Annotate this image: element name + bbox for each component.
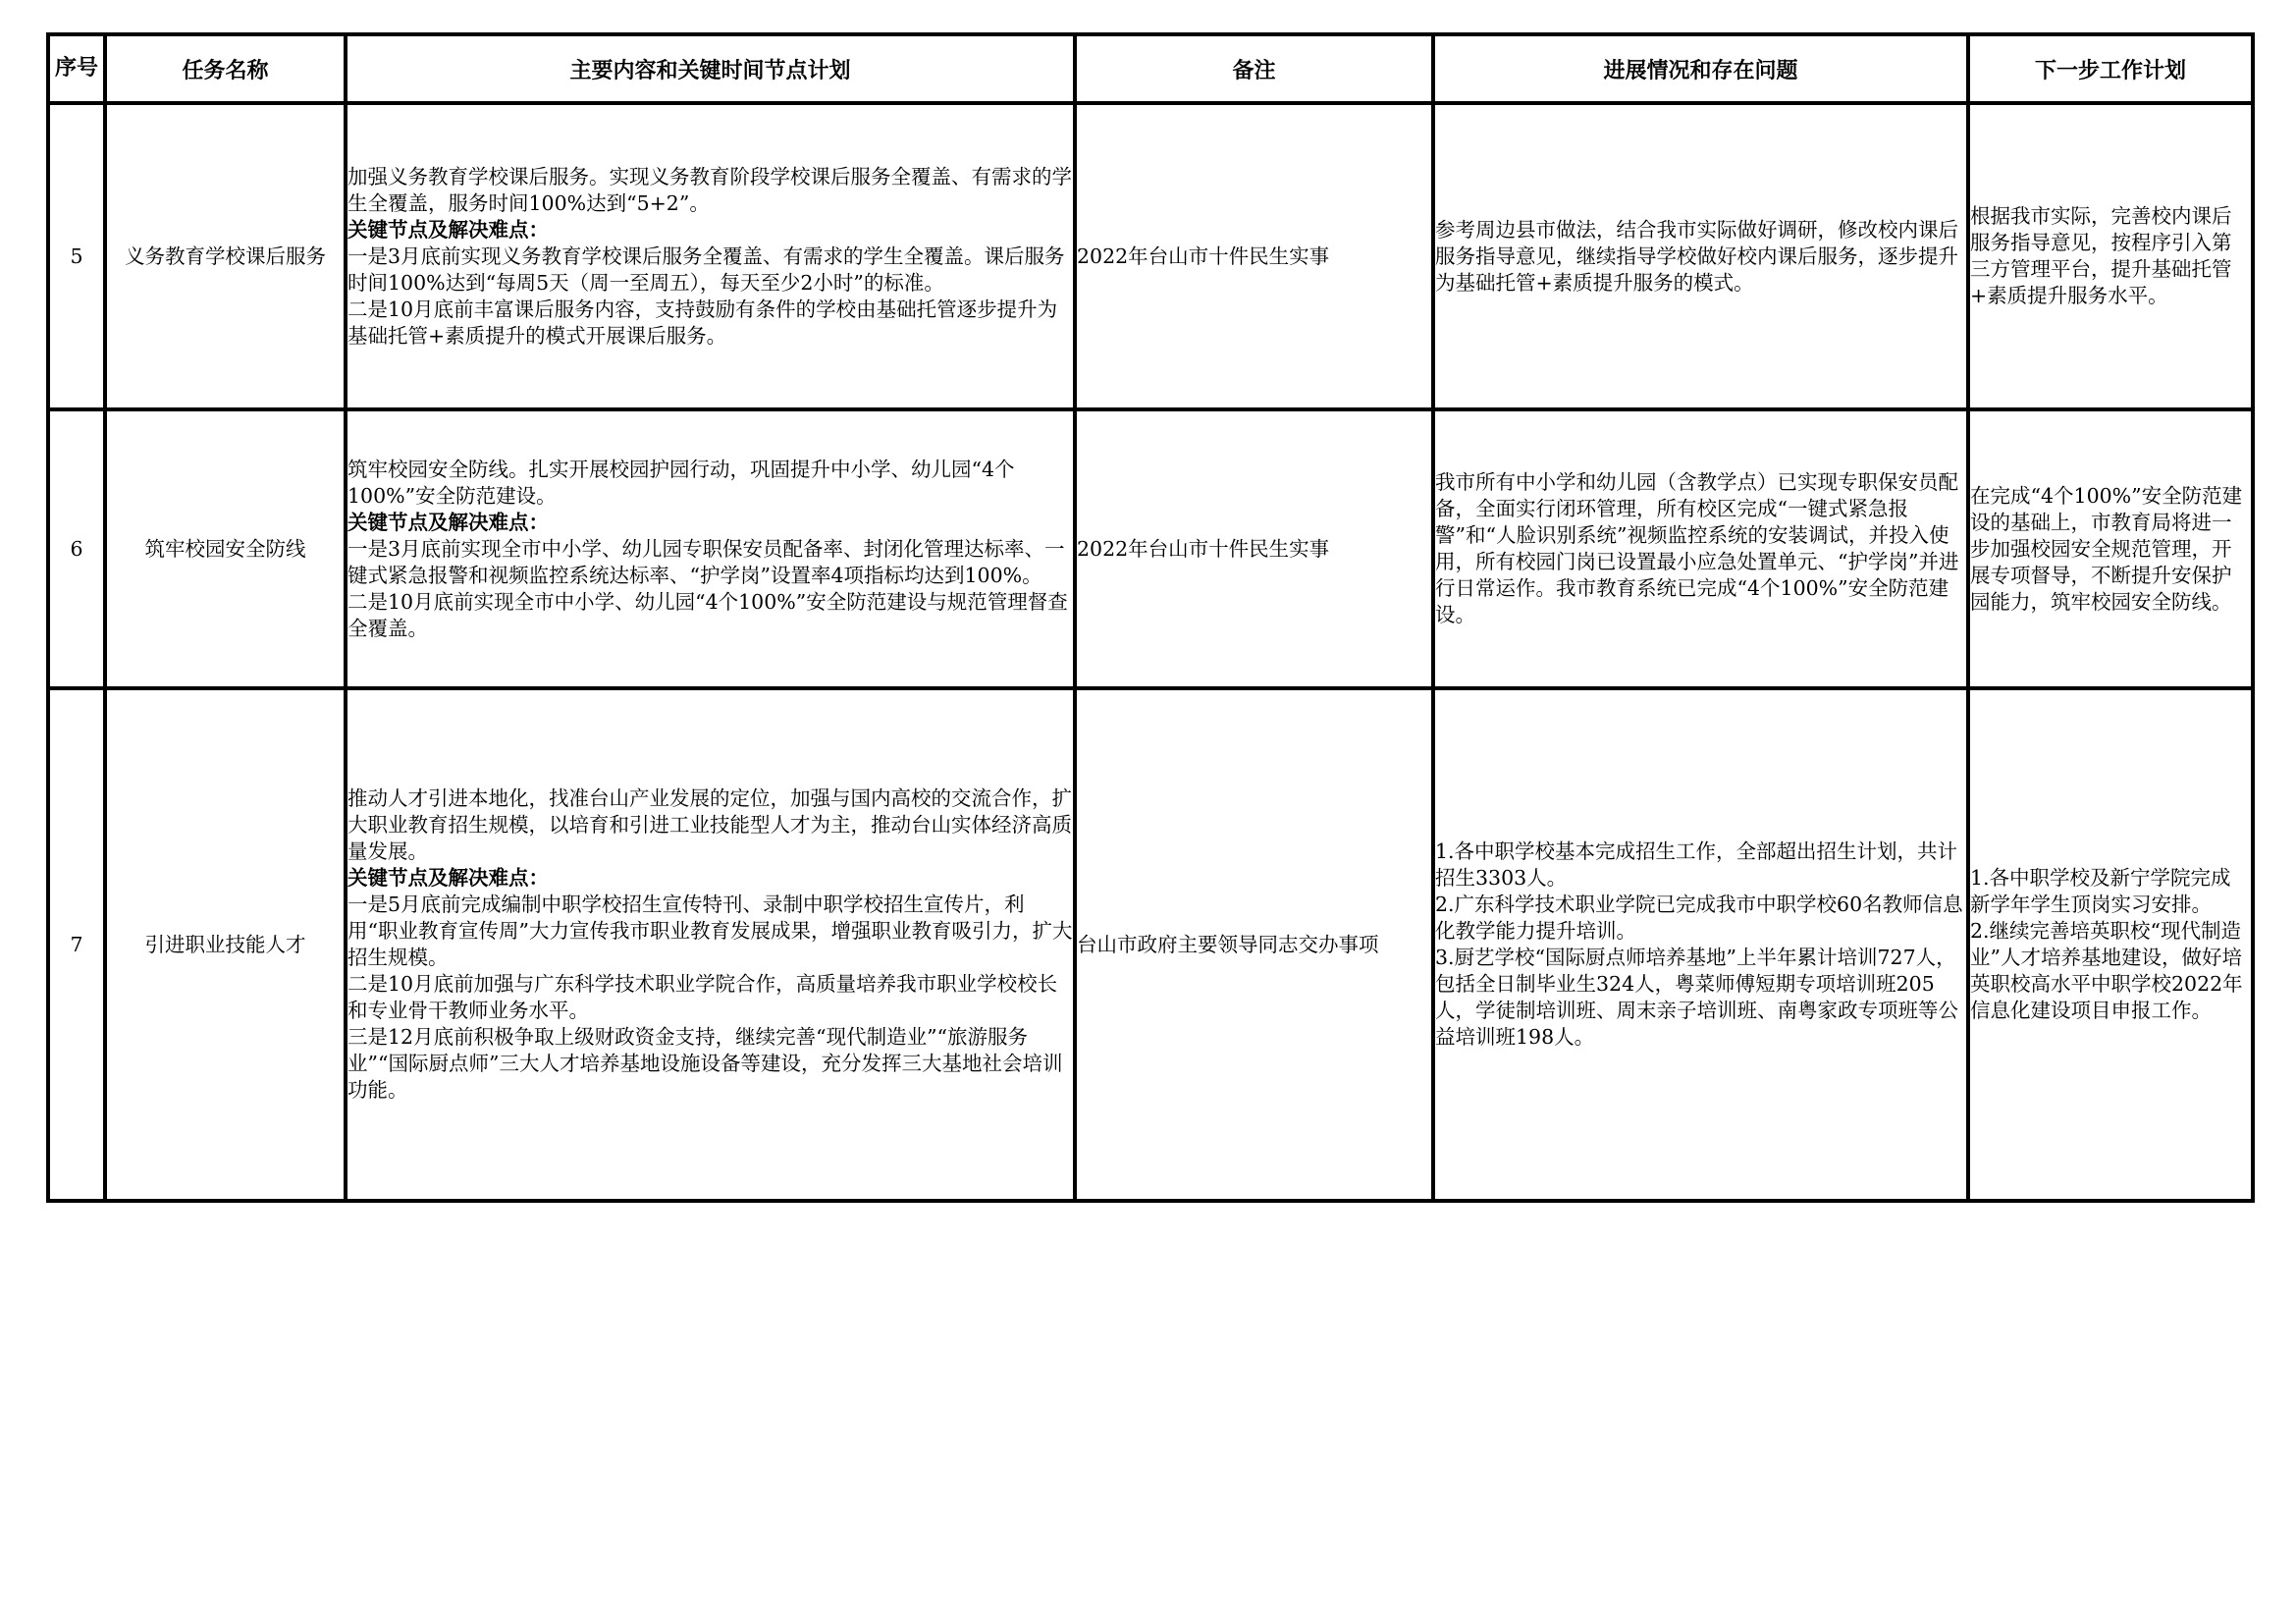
progress-item: 3.厨艺学校“国际厨点师培养基地”上半年累计培训727人，包括全日制毕业生324人，粤菜师傅短期专项培训班205人，学徒制培训班、周末亲子培训班、南粤家政专项班等公益培训班198人。 — [1435, 946, 1958, 1049]
table-row — [48, 409, 2253, 688]
next-plan-item: 2.继续完善培英职校“现代制造业”人才培养基地建设，做好培英职校高水平中职学校2022年信息化建设项目申报工作。 — [1970, 919, 2243, 1022]
header-seq: 序号 — [48, 34, 105, 103]
header-progress: 进展情况和存在问题 — [1433, 34, 1968, 103]
header-task-name: 任务名称 — [105, 34, 346, 103]
cell-task-name: 筑牢校园安全防线 — [105, 409, 346, 688]
cell-seq: 5 — [48, 103, 105, 409]
content-intro: 筑牢校园安全防线。扎实开展校园护园行动，巩固提升中小学、幼儿园“4个100%”安全防范建设。 — [347, 457, 1015, 508]
content-point: 三是12月底前积极争取上级财政资金支持，继续完善“现代制造业”“旅游服务业”“国际厨点师”三大人才培养基地设施设备等建设，充分发挥三大基地社会培训功能。 — [347, 1025, 1063, 1102]
cell-seq: 7 — [48, 688, 105, 1201]
cell-task-name: 义务教育学校课后服务 — [105, 103, 346, 409]
cell-progress — [1433, 688, 1968, 1201]
content-point: 二是10月底前丰富课后服务内容，支持鼓励有条件的学校由基础托管逐步提升为基础托管+素质提升的模式开展课后服务。 — [347, 297, 1058, 348]
cell-seq: 6 — [48, 409, 105, 688]
cell-next-plan — [1968, 688, 2253, 1201]
content-intro: 推动人才引进本地化，找准台山产业发展的定位，加强与国内高校的交流合作，扩大职业教育招生规模，以培育和引进工业技能型人才为主，推动台山实体经济高质量发展。 — [347, 786, 1072, 863]
cell-next-plan: 在完成“4个100%”安全防范建设的基础上，市教育局将进一步加强校园安全规范管理，开展专项督导，不断提升安保护园能力，筑牢校园安全防线。 — [1968, 409, 2253, 688]
content-point: 二是10月底前加强与广东科学技术职业学院合作，高质量培养我市职业学校校长和专业骨干教师业务水平。 — [347, 972, 1058, 1022]
table-row — [48, 688, 2253, 1201]
progress-item: 2.广东科学技术职业学院已完成我市中职学校60名教师信息化教学能力提升培训。 — [1435, 893, 1963, 943]
cell-content — [346, 409, 1075, 688]
cell-remark: 2022年台山市十件民生实事 — [1075, 409, 1433, 688]
cell-task-name: 引进职业技能人才 — [105, 688, 346, 1201]
cell-next-plan: 根据我市实际，完善校内课后服务指导意见，按程序引入第三方管理平台，提升基础托管+素质提升服务水平。 — [1968, 103, 2253, 409]
progress-item: 1.各中职学校基本完成招生工作，全部超出招生计划，共计招生3303人。 — [1435, 839, 1958, 890]
header-remark: 备注 — [1075, 34, 1433, 103]
content-point: 一是5月底前完成编制中职学校招生宣传特刊、录制中职学校招生宣传片，利用“职业教育宣传周”大力宣传我市职业教育发展成果，增强职业教育吸引力，扩大招生规模。 — [347, 893, 1073, 969]
header-next-plan: 下一步工作计划 — [1968, 34, 2253, 103]
cell-progress: 参考周边县市做法，结合我市实际做好调研，修改校内课后服务指导意见，继续指导学校做好校内课后服务，逐步提升为基础托管+素质提升服务的模式。 — [1433, 103, 1968, 409]
cell-progress: 我市所有中小学和幼儿园（含教学点）已实现专职保安员配备，全面实行闭环管理，所有校区完成“一键式紧急报警”和“人脸识别系统”视频监控系统的安装调试，并投入使用，所有校园门岗已设置最小应急处置单元、“护学岗”并进行日常运作。我市教育系统已完成“4个100%”安全防范建设。 — [1433, 409, 1968, 688]
content-intro: 加强义务教育学校课后服务。实现义务教育阶段学校课后服务全覆盖、有需求的学生全覆盖，服务时间100%达到“5+2”。 — [347, 164, 1072, 215]
cell-remark: 2022年台山市十件民生实事 — [1075, 103, 1433, 409]
content-point: 一是3月底前实现义务教育学校课后服务全覆盖、有需求的学生全覆盖。课后服务时间100%达到“每周5天（周一至周五），每天至少2小时”的标准。 — [347, 244, 1065, 295]
next-plan-item: 1.各中职学校及新宁学院完成新学年学生顶岗实习安排。 — [1970, 866, 2231, 916]
header-row — [48, 34, 2253, 103]
cell-content — [346, 688, 1075, 1201]
header-content: 主要内容和关键时间节点计划 — [346, 34, 1075, 103]
cell-remark: 台山市政府主要领导同志交办事项 — [1075, 688, 1433, 1201]
key-points-label: 关键节点及解决难点： — [347, 217, 549, 242]
cell-content — [346, 103, 1075, 409]
key-points-label: 关键节点及解决难点： — [347, 866, 549, 890]
key-points-label: 关键节点及解决难点： — [347, 510, 549, 534]
task-table — [46, 32, 2255, 1203]
content-point: 一是3月底前实现全市中小学、幼儿园专职保安员配备率、封闭化管理达标率、一键式紧急报警和视频监控系统达标率、“护学岗”设置率4项指标均达到100%。 — [347, 536, 1065, 587]
content-point: 二是10月底前实现全市中小学、幼儿园“4个100%”安全防范建设与规范管理督查全覆盖。 — [347, 589, 1068, 640]
table-row — [48, 103, 2253, 409]
